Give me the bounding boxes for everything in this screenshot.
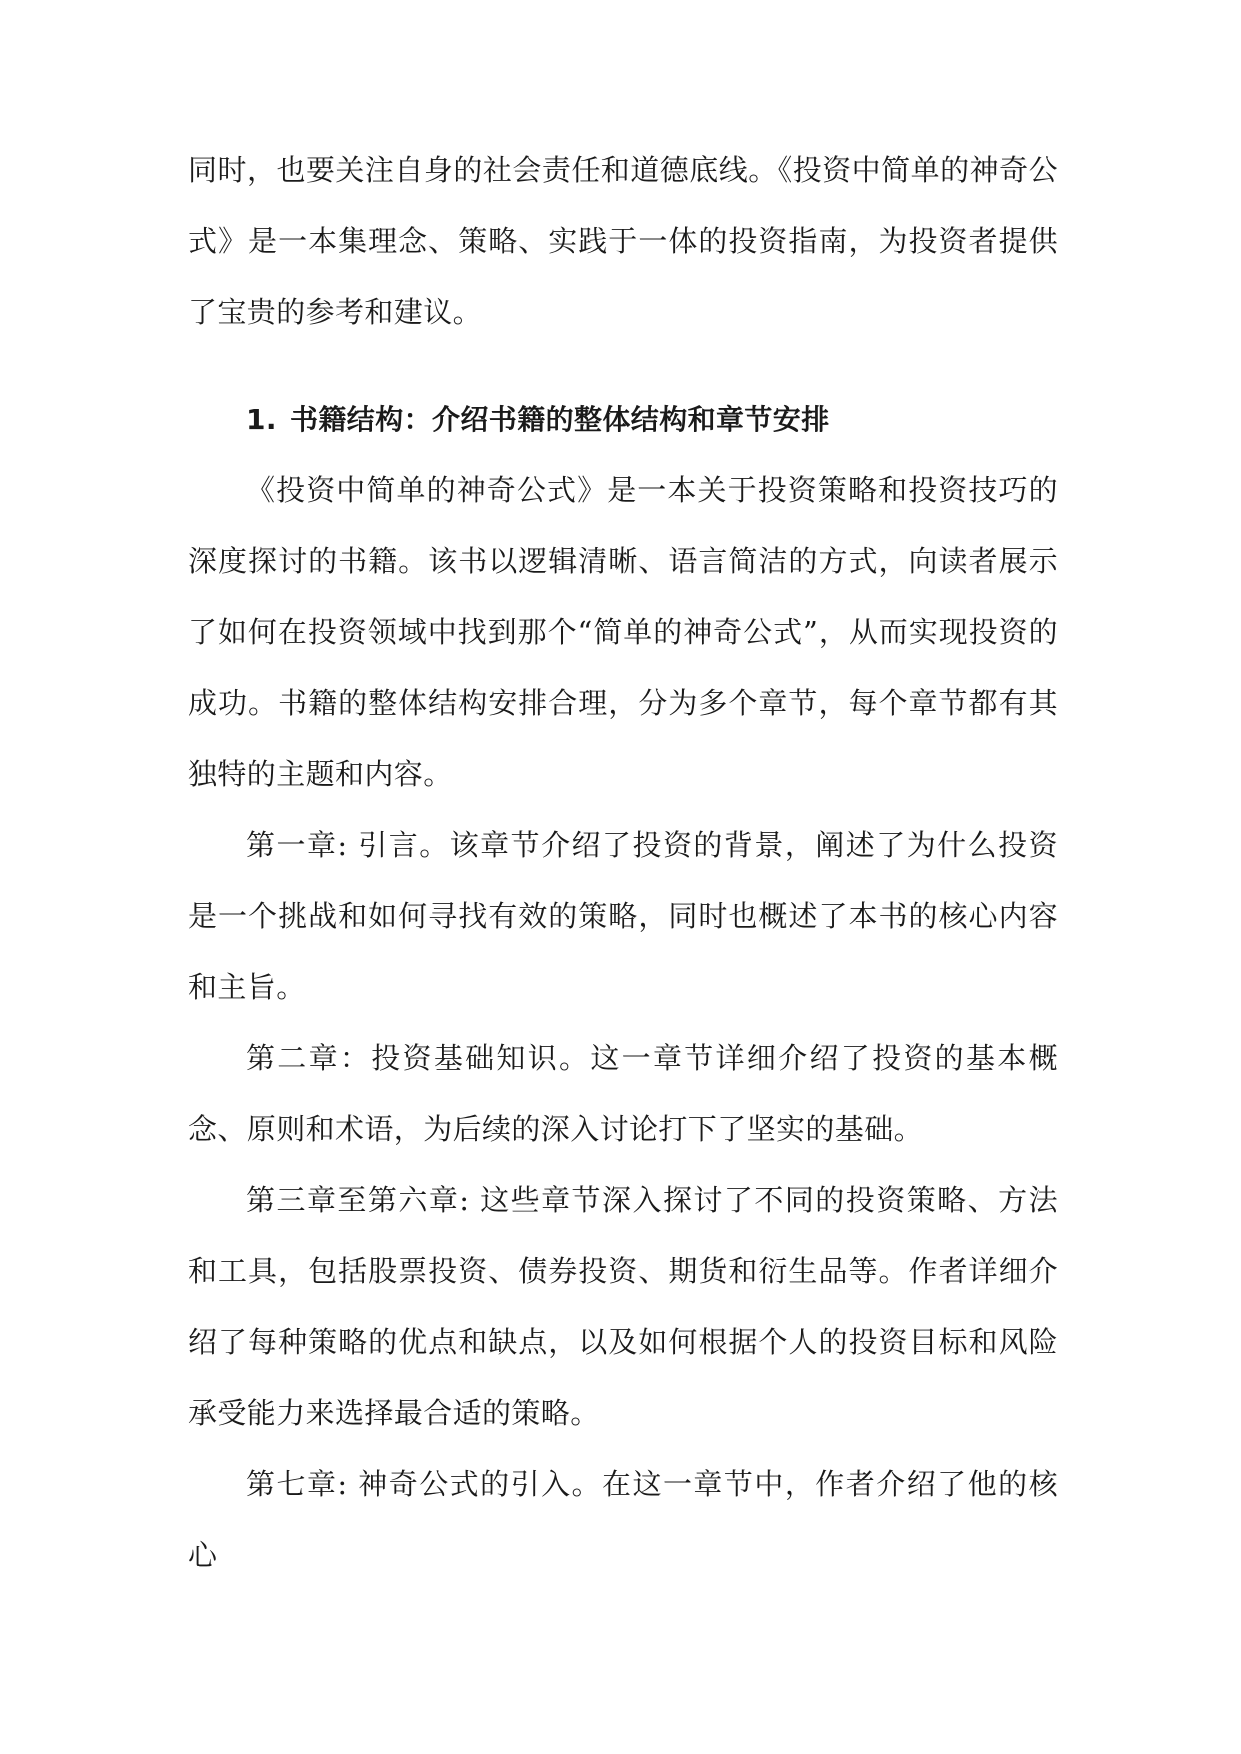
section-heading <box>188 384 1058 455</box>
section-title: 书籍结构：介绍书籍的整体结构和章节安排 <box>290 403 830 436</box>
intro-paragraph: 同时，也要关注自身的社会责任和道德底线。《投资中简单的神奇公式》是一本集理念、策略、实践于一体的投资指南，为投资者提供了宝贵的参考和建议。 <box>188 153 1058 329</box>
paragraph-chapters-3-6: 第三章至第六章: 这些章节深入探讨了不同的投资策略、方法和工具，包括股票投资、债券投资、期货和衍生品等。作者详细介绍了每种策略的优点和缺点，以及如何根据个人的投资目标和风险承受能力来选择最合适的策略。 <box>188 1183 1058 1430</box>
document-body <box>188 135 1058 1591</box>
section-number: 1. <box>246 403 277 436</box>
paragraph-chapter-2: 第二章：投资基础知识。这一章节详细介绍了投资的基本概念、原则和术语，为后续的深入讨论打下了坚实的基础。 <box>188 1041 1058 1146</box>
paragraph-book-overview: 《投资中简单的神奇公式》是一本关于投资策略和投资技巧的深度探讨的书籍。该书以逻辑清晰、语言简洁的方式，向读者展示了如何在投资领域中找到那个“简单的神奇公式”，从而实现投资的成功。书籍的整体结构安排合理，分为多个章节，每个章节都有其独特的主题和内容。 <box>188 473 1058 791</box>
paragraph-chapter-1: 第一章: 引言。该章节介绍了投资的背景，阐述了为什么投资是一个挑战和如何寻找有效的策略，同时也概述了本书的核心内容和主旨。 <box>188 828 1058 1004</box>
paragraph-chapter-7: 第七章: 神奇公式的引入。在这一章节中，作者介绍了他的核心 <box>188 1467 1058 1572</box>
